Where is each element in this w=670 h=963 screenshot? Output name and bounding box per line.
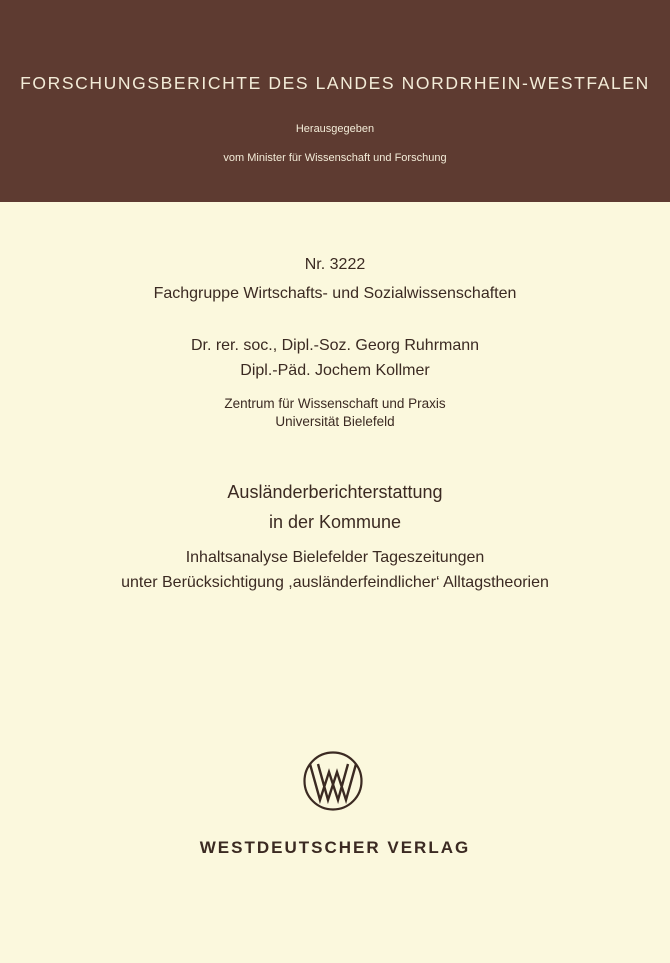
publisher-name: WESTDEUTSCHER VERLAG [199, 838, 471, 857]
report-number: Nr. 3222 [304, 256, 366, 273]
subtitle-line-1: Inhaltsanalyse Bielefelder Tageszeitungen [185, 549, 485, 566]
series-title: FORSCHUNGSBERICHTE DES LANDES NORDRHEIN-WESTFALEN [20, 73, 650, 93]
institution-line-1: Zentrum für Wissenschaft und Praxis [224, 396, 446, 411]
author-2: Dipl.-Päd. Jochem Kollmer [240, 362, 430, 379]
editor-name: vom Minister für Wissenschaft und Forschung [223, 152, 447, 164]
subtitle-line-2: unter Berücksichtigung ,ausländerfeindlicher‘ Alltagstheorien [121, 574, 549, 591]
institution-line-2: Universität Bielefeld [275, 414, 395, 429]
title-line-2: in der Kommune [268, 512, 402, 532]
author-1: Dr. rer. soc., Dipl.-Soz. Georg Ruhrmann [190, 337, 480, 354]
series-header [0, 0, 670, 202]
editor-label: Herausgegeben [295, 123, 375, 135]
subject-group: Fachgruppe Wirtschafts- und Sozialwissenschaften [153, 285, 517, 302]
title-line-1: Ausländerberichterstattung [227, 482, 443, 502]
wv-logo-icon [302, 750, 364, 812]
